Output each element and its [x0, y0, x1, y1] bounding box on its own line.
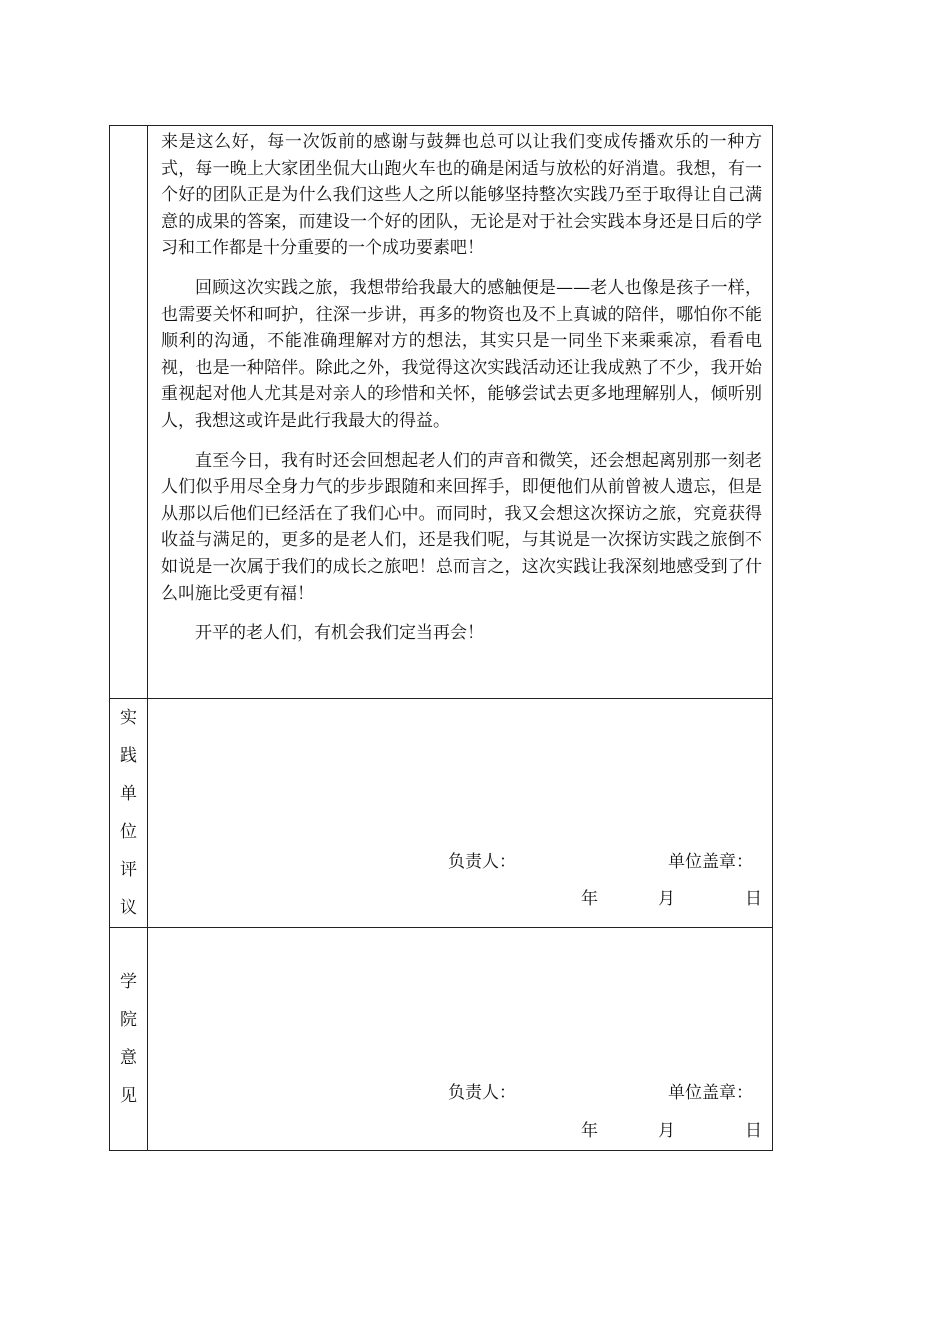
report-form-table: [109, 125, 773, 1151]
college-sign-area: [148, 928, 772, 1150]
unit-seal-label: 单位盖章：: [668, 852, 754, 872]
label-char: 实: [120, 708, 138, 728]
date-month-label: 月: [658, 1121, 676, 1141]
college-label-cell: [110, 928, 148, 1151]
essay-paragraph-3: 直至今日，我有时还会回想起老人们的声音和微笑，还会想起离别那一刻老人们似乎用尽全身力气的步步跟随和来回挥手，即便他们从前曾被人遗忘，但是从那以后他们已经活在了我们心中。而同时，我又会想这次探访之旅，究竟获得收益与满足的，更多的是老人们，还是我们呢，与其说是一次探访实践之旅倒不如说是一次属于我们的成长之旅吧！总而言之，这次实践让我深刻地感受到了什么叫施比受更有福！: [161, 450, 762, 604]
essay-body: [148, 126, 772, 647]
practice-unit-label: [110, 699, 147, 927]
essay-paragraph-2: 回顾这次实践之旅，我想带给我最大的感触便是——老人也像是孩子一样，也需要关怀和呵护，往深一步讲，再多的物资也及不上真诚的陪伴，哪怕你不能顺利的沟通，不能准确理解对方的想法，其实只是一同坐下来乘乘凉，看看电视，也是一种陪伴。除此之外，我觉得这次实践活动还让我成熟了不少，我开始重视起对他人尤其是对亲人的珍惜和关怀，能够尝试去更多地理解别人，倾听别人，我想这或许是此行我最大的得益。: [161, 277, 762, 431]
date-year-label: 年: [581, 889, 599, 909]
label-char: 践: [120, 746, 138, 766]
date-month-label: 月: [658, 889, 676, 909]
label-char: 位: [120, 822, 138, 842]
college-opinion-label: [110, 928, 147, 1115]
practice-unit-evaluation-row: [110, 699, 773, 928]
empty-label-cell: [110, 126, 148, 699]
label-char: 意: [120, 1048, 138, 1068]
label-char: 议: [120, 898, 138, 918]
college-opinion-row: [110, 928, 773, 1151]
label-char: 学: [120, 972, 138, 992]
essay-row: [110, 126, 773, 699]
essay-paragraph-1: 来是这么好，每一次饭前的感谢与鼓舞也总可以让我们变成传播欢乐的一种方式，每一晚上大家团坐侃大山跑火车也的确是闲适与放松的好消遣。我想，有一个好的团队正是为什么我们这些人之所以能够坚持整次实践乃至于取得让自己满意的成果的答案，而建设一个好的团队，无论是对于社会实践本身还是日后的学习和工作都是十分重要的一个成功要素吧！: [161, 132, 762, 259]
essay-cell: [148, 126, 773, 699]
essay-paragraph-4: 开平的老人们，有机会我们定当再会！: [195, 623, 485, 644]
date-day-label: 日: [745, 889, 763, 909]
practice-unit-sign-area: [148, 699, 772, 927]
label-char: 单: [120, 784, 138, 804]
date-day-label: 日: [745, 1121, 763, 1141]
label-char: 院: [120, 1010, 138, 1030]
practice-unit-label-cell: [110, 699, 148, 928]
practice-unit-comment-cell[interactable]: [148, 699, 773, 928]
date-year-label: 年: [581, 1121, 599, 1141]
person-in-charge-label: 负责人：: [448, 852, 517, 872]
label-char: 评: [120, 860, 138, 880]
college-comment-cell[interactable]: [148, 928, 773, 1151]
unit-seal-label: 单位盖章：: [668, 1083, 754, 1103]
label-char: 见: [120, 1086, 138, 1106]
person-in-charge-label: 负责人：: [448, 1083, 517, 1103]
